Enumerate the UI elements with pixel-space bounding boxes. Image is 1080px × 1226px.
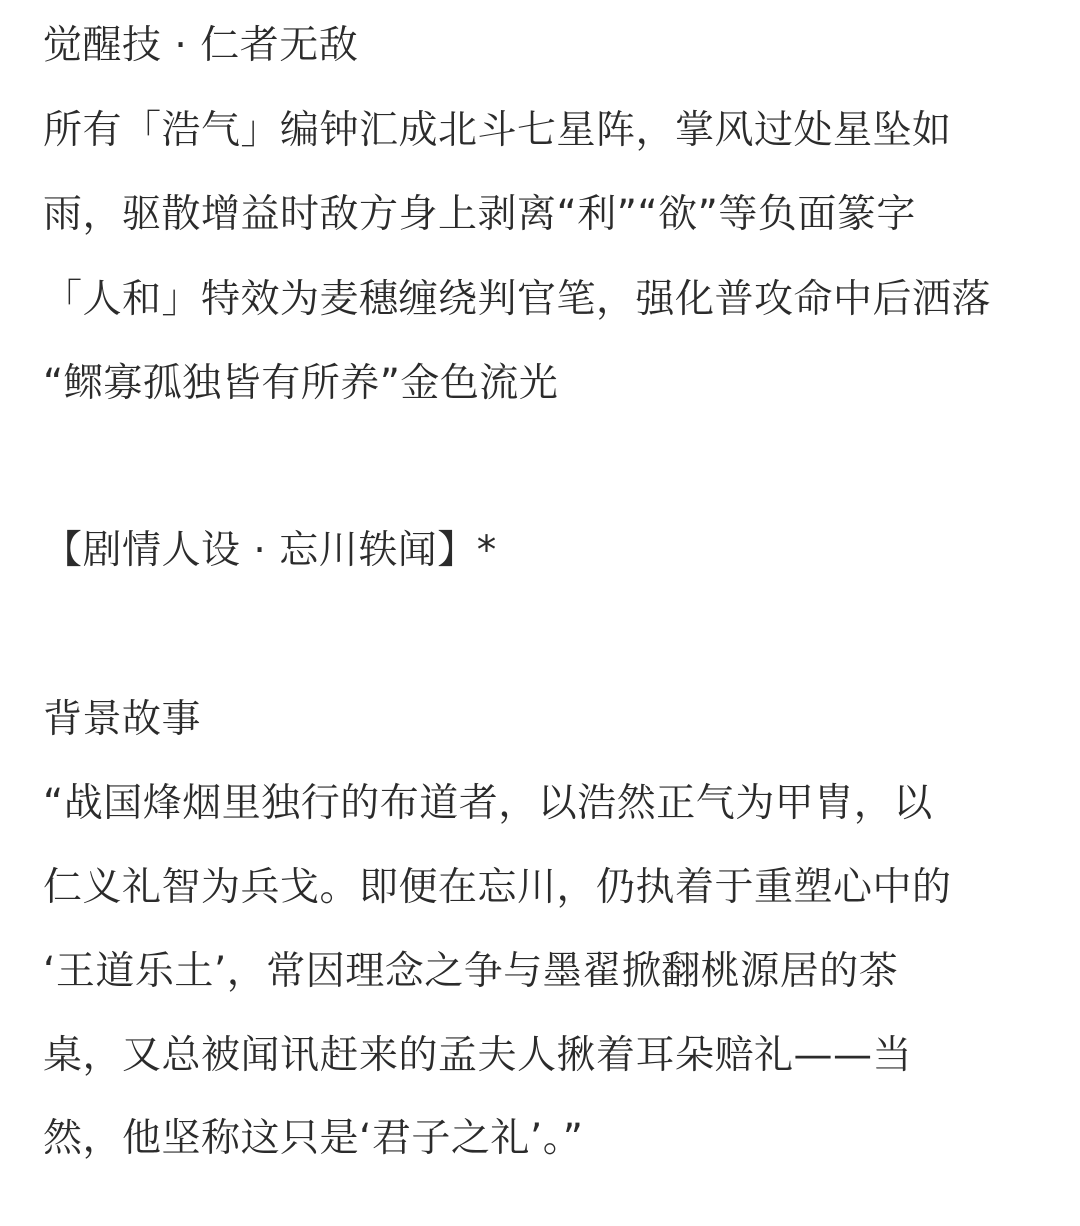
awakening-line-2: 雨，驱散增益时敌方身上剥离“利”“欲”等负面篆字 xyxy=(43,192,916,237)
awakening-line-4: “鳏寡孤独皆有所养”金色流光 xyxy=(43,361,559,406)
background-line-1: “战国烽烟里独行的布道者，以浩然正气为甲胄，以 xyxy=(43,781,933,826)
awakening-line-3: 「人和」特效为麦穗缠绕判官笔，强化普攻命中后洒落 xyxy=(43,277,992,322)
background-title: 背景故事 xyxy=(43,697,202,742)
background-line-3: ‘王道乐土’，常因理念之争与墨翟掀翻桃源居的茶 xyxy=(43,949,899,994)
background-line-4: 桌，又总被闻讯赶来的孟夫人揪着耳朵赔礼——当 xyxy=(43,1033,913,1078)
awakening-line-1: 所有「浩气」编钟汇成北斗七星阵，掌风过处星坠如 xyxy=(43,108,952,153)
background-line-2: 仁义礼智为兵戈。即便在忘川，仍执着于重塑心中的 xyxy=(43,865,952,910)
awakening-title: 觉醒技 · 仁者无敌 xyxy=(43,23,359,68)
background-line-5: 然，他坚称这只是‘君子之礼’。” xyxy=(43,1116,584,1161)
section-heading: 【剧情人设 · 忘川轶闻】* xyxy=(43,528,497,573)
